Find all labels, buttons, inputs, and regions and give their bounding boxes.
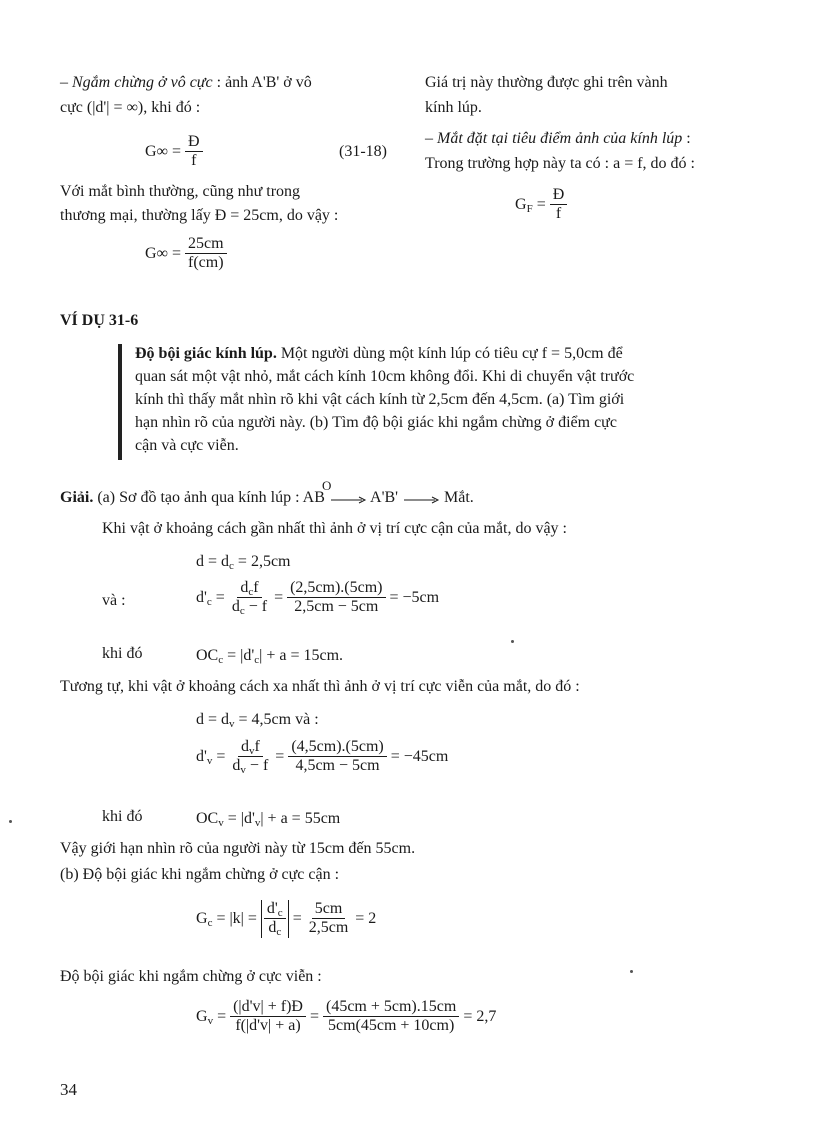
page-number: 34: [60, 1080, 77, 1099]
arrow-o: [329, 491, 367, 505]
fraction: [185, 235, 227, 273]
text-line: cực (|d'| = ∞), khi đó :: [60, 99, 201, 116]
fraction: $\frac{(|d'v| + f)Đ}{f(|d'v| + a)}$: [230, 998, 306, 1036]
numerator: Đ: [550, 186, 568, 205]
text-line: quan sát một vật nhỏ, mắt cách kính 10cm không đổi. Khi di chuyển vật trước: [135, 368, 635, 385]
equation-tag: (31-18): [339, 143, 387, 160]
eq-gv: $G_v$ = $\frac{(|d'v| + f)Đ}{f(|d'v| + a)}$ = $\frac{(45cm + 5cm).15cm}{5cm(45cm + 10cm)}$ = 2,7: [196, 998, 497, 1035]
text-line: thương mại, thường lấy Đ = 25cm, do vậy :: [60, 207, 339, 224]
text-line: Tương tự, khi vật ở khoảng cách xa nhất thì ảnh ở vị trí cực viễn của mắt, do đó :: [60, 678, 580, 695]
fraction: $\frac{(4,5cm).(5cm)}{4,5cm - 5cm}$: [288, 738, 386, 776]
scan-speck: [511, 640, 514, 643]
equation-gf: [515, 186, 567, 224]
text-line: Trong trường hợp này ta có : a = f, do đó :: [425, 155, 695, 172]
italic-lead: – Ngắm chừng ở vô cực: [60, 74, 213, 91]
numerator: Đ: [185, 133, 203, 152]
fraction: $\frac{d_vf}{d_v - f}$: [232, 738, 269, 777]
example-title: Độ bội giác kính lúp.: [135, 345, 277, 362]
text-line: hạn nhìn rõ của người này. (b) Tìm độ bội giác khi ngắm chừng ở điểm cực: [135, 414, 617, 431]
equals: =: [532, 195, 546, 213]
text: Một người dùng một kính lúp có tiêu cự f = 5,0cm để: [276, 345, 623, 362]
equation-31-18: [145, 133, 203, 171]
equation-25cm: [145, 235, 227, 273]
text: Mắt.: [444, 489, 474, 506]
eq-dv-prime: $d'_v$ = $\frac{d_vf}{d_v - f}$ = $\frac{(4,5cm).(5cm)}{4,5cm - 5cm}$ = −45cm: [196, 738, 449, 777]
italic-lead: – Mắt đặt tại tiêu điểm ảnh của kính lúp: [425, 130, 683, 147]
image-ab: A'B': [370, 489, 399, 506]
label-va: và :: [102, 592, 126, 609]
text-line: kính thì thấy mắt nhìn rõ khi vật cách kính từ 2,5cm đến 4,5cm. (a) Tìm giới: [135, 391, 625, 408]
eq-ocv: $OC_v = |d'_v| + a = 55cm$: [196, 810, 341, 829]
text: : ảnh A'B' ở vô: [212, 74, 312, 91]
text-line: (b) Độ bội giác khi ngắm chừng ở cực cận :: [60, 866, 340, 883]
fraction: $\frac{5cm}{2,5cm}$: [308, 900, 349, 937]
text-line: Với mắt bình thường, cũng như trong: [60, 183, 301, 200]
text-line: Khi vật ở khoảng cách gần nhất thì ảnh ở vị trí cực cận của mắt, do vậy :: [102, 520, 567, 537]
text-line: Giá trị này thường được ghi trên vành: [425, 74, 668, 91]
text-line: Độ bội giác khi ngắm chừng ở cực viễn :: [60, 968, 322, 985]
denominator: f: [191, 152, 197, 170]
eq-gc: $G_c = |k|$ = $\frac{d'_c}{d_c}$ = $\frac{5cm}{2,5cm}$ = 2: [196, 900, 377, 939]
fraction: $\frac{(2,5cm).(5cm)}{2,5cm - 5cm}$: [287, 579, 385, 617]
eq-dc-prime: $d'_c$ = $\frac{d_cf}{d_c - f}$ = $\frac{(2,5cm).(5cm)}{2,5cm - 5cm}$ = −5cm: [196, 579, 440, 618]
subscript: F: [526, 202, 533, 215]
text: :: [682, 130, 691, 147]
fraction: $\frac{d_cf}{d_c - f}$: [231, 579, 268, 618]
label-khi-do: khi đó: [102, 808, 143, 825]
example-sidebar-rule: [118, 344, 122, 460]
fraction: [185, 133, 203, 171]
text-line: Vậy giới hạn nhìn rõ của người này từ 15cm đến 55cm.: [60, 840, 416, 857]
equation-lhs: G∞ =: [145, 142, 181, 160]
paragraph-infinity: [60, 72, 312, 94]
scan-speck: [630, 970, 633, 973]
fraction: $\frac{d'_c}{d_c}$: [264, 900, 286, 938]
equation-lhs: G∞ =: [145, 244, 181, 262]
fraction: [550, 186, 568, 224]
paragraph-focal: [425, 128, 691, 150]
solution-first-line: [60, 487, 474, 509]
eq-occ: $OC_c = |d'_c| + a = 15cm$.: [196, 647, 344, 666]
text: (a) Sơ đồ tạo ảnh qua kính lúp : AB: [93, 489, 325, 506]
eq-d-dc: $d = d_c = 2,5cm$: [196, 553, 291, 572]
label-khi-do: khi đó: [102, 645, 143, 662]
solution-label: Giải.: [60, 489, 94, 506]
text-line: cận và cực viễn.: [135, 437, 239, 454]
example-heading: VÍ DỤ 31-6: [60, 312, 139, 329]
text-line: kính lúp.: [425, 99, 482, 116]
denominator: f: [555, 205, 562, 223]
denominator: f(cm): [187, 254, 224, 272]
arrow-label: O: [322, 478, 332, 493]
numerator: 25cm: [185, 235, 227, 254]
arrow-eye: [402, 491, 440, 505]
equation-lhs: G: [515, 195, 527, 213]
scan-speck: [9, 820, 12, 823]
eq-d-dv: $d = d_v = 4,5cm$ và :: [196, 711, 319, 730]
fraction: $\frac{(45cm + 5cm).15cm}{5cm(45cm + 10cm)}$: [323, 998, 459, 1036]
